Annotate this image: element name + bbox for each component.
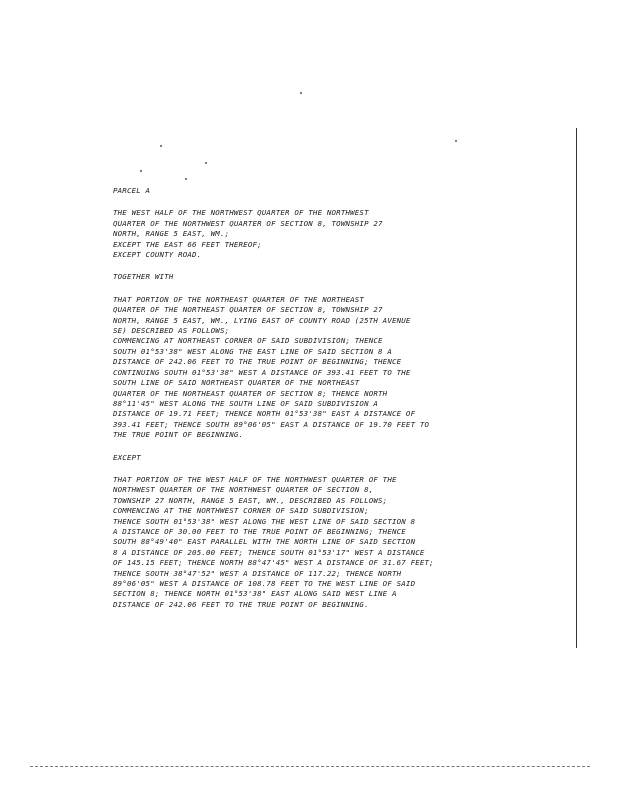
together-description: [113, 295, 443, 441]
except-line: THENCE SOUTH 38°47'52" WEST A DISTANCE OF 117.22; THENCE NORTH: [113, 568, 402, 578]
except-line: TOWNSHIP 27 NORTH, RANGE 5 EAST, WM., DESCRIBED AS FOLLOWS;: [113, 495, 388, 505]
scan-edge-line: [576, 128, 577, 648]
together-line: DISTANCE OF 242.06 FEET TO THE TRUE POINT OF BEGINNING; THENCE: [113, 357, 402, 367]
together-line: CONTINUING SOUTH 01°53'38" WEST A DISTANCE OF 393.41 FEET TO THE: [113, 367, 411, 377]
together-line: THE TRUE POINT OF BEGINNING.: [113, 430, 244, 440]
except-line: SECTION 8; THENCE NORTH 01°53'38" EAST ALONG SAID WEST LINE A: [113, 589, 397, 599]
except-line: A DISTANCE OF 30.00 FEET TO THE TRUE POINT OF BEGINNING; THENCE: [113, 526, 406, 536]
together-line: NORTH, RANGE 5 EAST, WM., LYING EAST OF COUNTY ROAD (25TH AVENUE: [113, 315, 411, 325]
scan-speck: [160, 145, 162, 147]
except-line: THENCE SOUTH 01°53'38" WEST ALONG THE WEST LINE OF SAID SECTION 8: [113, 516, 416, 526]
parcel-line: EXCEPT THE EAST 66 FEET THEREOF;: [113, 239, 262, 249]
together-line: SOUTH 01°53'38" WEST ALONG THE EAST LINE OF SAID SECTION 8 A: [113, 346, 392, 356]
together-line: QUARTER OF THE NORTHEAST QUARTER OF SECTION 8; THENCE NORTH: [113, 388, 388, 398]
parcel-description: [113, 208, 443, 260]
except-line: COMMENCING AT THE NORTHWEST CORNER OF SAID SUBDIVISION;: [113, 506, 369, 516]
together-line: THAT PORTION OF THE NORTHEAST QUARTER OF THE NORTHEAST: [113, 294, 365, 304]
except-line: SOUTH 88°49'40" EAST PARALLEL WITH THE NORTH LINE OF SAID SECTION: [113, 537, 416, 547]
together-heading: TOGETHER WITH: [113, 272, 174, 282]
together-line: DISTANCE OF 19.71 FEET; THENCE NORTH 01°53'38" EAST A DISTANCE OF: [113, 409, 416, 419]
together-line: SE) DESCRIBED AS FOLLOWS;: [113, 326, 230, 336]
except-line: OF 145.15 FEET; THENCE NORTH 88°47'45" WEST A DISTANCE OF 31.67 FEET;: [113, 558, 434, 568]
parcel-line: QUARTER OF THE NORTHWEST QUARTER OF SECTION 8, TOWNSHIP 27: [113, 218, 383, 228]
parcel-line: EXCEPT COUNTY ROAD.: [113, 250, 202, 260]
parcel-line: NORTH, RANGE 5 EAST, WM.;: [113, 229, 230, 239]
except-line: DISTANCE OF 242.06 FEET TO THE TRUE POINT OF BEGINNING.: [113, 599, 369, 609]
together-line: 393.41 FEET; THENCE SOUTH 89°06'05" EAST A DISTANCE OF 19.70 FEET TO: [113, 419, 430, 429]
parcel-heading: PARCEL A: [113, 186, 151, 195]
except-heading: EXCEPT: [113, 452, 141, 462]
together-line: QUARTER OF THE NORTHEAST QUARTER OF SECTION 8, TOWNSHIP 27: [113, 305, 383, 315]
together-line: 88°11'45" WEST ALONG THE SOUTH LINE OF SAID SUBDIVISION A: [113, 398, 379, 408]
except-line: NORTHWEST QUARTER OF THE NORTHWEST QUARTER OF SECTION 8,: [113, 485, 374, 495]
together-line: SOUTH LINE OF SAID NORTHEAST QUARTER OF THE NORTHEAST: [113, 378, 360, 388]
except-line: 8 A DISTANCE OF 205.00 FEET; THENCE SOUTH 01°53'17" WEST A DISTANCE: [113, 547, 425, 557]
scan-speck: [140, 170, 142, 172]
scan-speck: [300, 92, 302, 94]
scan-speck: [455, 140, 457, 142]
parcel-line: THE WEST HALF OF THE NORTHWEST QUARTER OF THE NORTHWEST: [113, 208, 369, 218]
together-line: COMMENCING AT NORTHEAST CORNER OF SAID SUBDIVISION; THENCE: [113, 336, 383, 346]
scan-speck: [185, 178, 187, 180]
legal-description: [113, 186, 443, 622]
except-line: THAT PORTION OF THE WEST HALF OF THE NORTHWEST QUARTER OF THE: [113, 474, 397, 484]
except-description: [113, 475, 443, 610]
except-line: 89°06'05" WEST A DISTANCE OF 108.78 FEET TO THE WEST LINE OF SAID: [113, 579, 416, 588]
scan-artifact-line: [30, 766, 590, 769]
scan-speck: [205, 162, 207, 164]
